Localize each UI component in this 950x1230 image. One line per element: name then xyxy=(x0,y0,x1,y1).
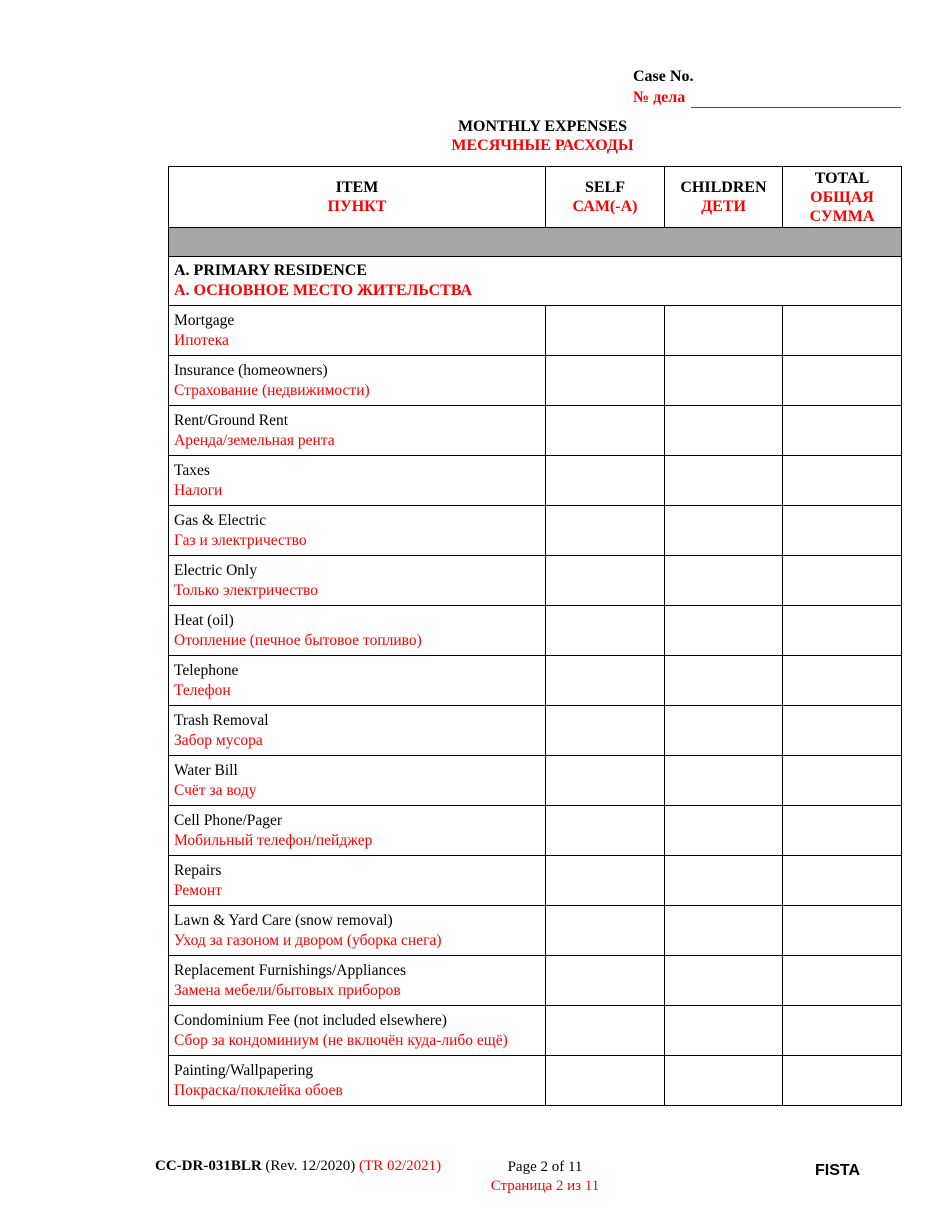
expense-item-en: Mortgage xyxy=(174,311,235,329)
section-title-en: A. PRIMARY RESIDENCE xyxy=(174,262,368,279)
table-header-row xyxy=(169,167,902,228)
expense-row xyxy=(169,456,902,506)
expense-children-field[interactable] xyxy=(665,906,783,956)
expense-item-ru: Ипотека xyxy=(174,331,229,349)
expense-item-en: Telephone xyxy=(174,661,239,679)
expense-item-label xyxy=(169,506,546,556)
expense-item-ru: Забор мусора xyxy=(174,731,263,749)
expense-self-field[interactable] xyxy=(546,456,665,506)
expense-total-field[interactable] xyxy=(783,356,902,406)
expense-total-field[interactable] xyxy=(783,756,902,806)
expense-children-field[interactable] xyxy=(665,956,783,1006)
gray-divider-cell xyxy=(169,228,902,257)
expense-item-en: Water Bill xyxy=(174,761,238,779)
column-header-children-ru: ДЕТИ xyxy=(701,198,746,215)
column-header-item-en: ITEM xyxy=(335,179,379,196)
expense-total-field[interactable] xyxy=(783,406,902,456)
expense-row xyxy=(169,356,902,406)
expense-children-field[interactable] xyxy=(665,656,783,706)
expense-item-en: Lawn & Yard Care (snow removal) xyxy=(174,911,393,929)
expense-item-en: Condominium Fee (not included elsewhere) xyxy=(174,1011,447,1029)
expense-item-label xyxy=(169,856,546,906)
case-number-field[interactable] xyxy=(691,92,901,108)
expense-total-field[interactable] xyxy=(783,1056,902,1106)
expense-item-ru: Покраска/поклейка обоев xyxy=(174,1081,343,1099)
page-number xyxy=(470,1158,620,1196)
expense-children-field[interactable] xyxy=(665,1056,783,1106)
expense-row xyxy=(169,606,902,656)
expense-item-label xyxy=(169,456,546,506)
column-header-children-en: CHILDREN xyxy=(680,179,767,196)
expense-item-en: Trash Removal xyxy=(174,711,269,729)
expense-row xyxy=(169,556,902,606)
expense-children-field[interactable] xyxy=(665,406,783,456)
expense-item-en: Replacement Furnishings/Appliances xyxy=(174,961,407,979)
expense-item-en: Cell Phone/Pager xyxy=(174,811,283,829)
case-label: Case No. xyxy=(633,68,694,85)
expense-item-ru: Только электричество xyxy=(174,581,319,599)
expense-row xyxy=(169,856,902,906)
expense-total-field[interactable] xyxy=(783,806,902,856)
expense-total-field[interactable] xyxy=(783,956,902,1006)
expense-item-label xyxy=(169,956,546,1006)
expense-row xyxy=(169,1056,902,1106)
expense-total-field[interactable] xyxy=(783,606,902,656)
column-header-total-ru-line2: СУММА xyxy=(809,207,875,225)
expense-total-field[interactable] xyxy=(783,906,902,956)
case-line xyxy=(633,87,901,108)
column-header-total-ru-line1: ОБЩАЯ xyxy=(810,188,874,206)
expense-self-field[interactable] xyxy=(546,856,665,906)
form-id: CC-DR-031BLR xyxy=(155,1158,262,1174)
expense-total-field[interactable] xyxy=(783,556,902,606)
column-header-self xyxy=(546,167,665,228)
expense-row xyxy=(169,706,902,756)
expense-item-ru: Уход за газоном и двором (уборка снега) xyxy=(174,931,442,949)
expenses-table xyxy=(168,166,902,1106)
expense-children-field[interactable] xyxy=(665,306,783,356)
column-header-item xyxy=(169,167,546,228)
expense-total-field[interactable] xyxy=(783,506,902,556)
expense-children-field[interactable] xyxy=(665,356,783,406)
expense-item-label xyxy=(169,806,546,856)
expense-item-label xyxy=(169,656,546,706)
expense-item-ru: Мобильный телефон/пейджер xyxy=(174,831,373,849)
expense-children-field[interactable] xyxy=(665,706,783,756)
expense-self-field[interactable] xyxy=(546,656,665,706)
expense-item-en: Painting/Wallpapering xyxy=(174,1061,314,1079)
expense-self-field[interactable] xyxy=(546,756,665,806)
page-number-ru: Страница 2 из 11 xyxy=(490,1178,600,1194)
form-translation-revision: (TR 02/2021) xyxy=(359,1158,442,1174)
column-header-item-ru: ПУНКТ xyxy=(327,198,387,215)
section-title-ru: А. ОСНОВНОЕ МЕСТО ЖИТЕЛЬСТВА xyxy=(174,282,473,299)
expense-item-en: Repairs xyxy=(174,861,222,879)
expense-row xyxy=(169,756,902,806)
expense-item-ru: Замена мебели/бытовых приборов xyxy=(174,981,401,999)
expense-children-field[interactable] xyxy=(665,606,783,656)
expense-total-field[interactable] xyxy=(783,656,902,706)
expense-row xyxy=(169,306,902,356)
column-header-children xyxy=(665,167,783,228)
expense-total-field[interactable] xyxy=(783,456,902,506)
expense-item-en: Gas & Electric xyxy=(174,511,267,529)
form-revision: (Rev. 12/2020) xyxy=(265,1158,356,1174)
title-ru: МЕСЯЧНЫЕ РАСХОДЫ xyxy=(451,137,634,154)
expense-item-ru: Телефон xyxy=(174,681,231,699)
expense-item-ru: Счёт за воду xyxy=(174,781,257,799)
expense-total-field[interactable] xyxy=(783,706,902,756)
expense-self-field[interactable] xyxy=(546,906,665,956)
title-en: MONTHLY EXPENSES xyxy=(457,118,628,135)
expense-self-field[interactable] xyxy=(546,506,665,556)
expense-children-field[interactable] xyxy=(665,806,783,856)
expense-item-ru: Страхование (недвижимости) xyxy=(174,381,370,399)
form-identifier xyxy=(155,1158,441,1175)
expense-row xyxy=(169,406,902,456)
expense-item-label xyxy=(169,756,546,806)
column-header-self-en: SELF xyxy=(584,179,625,196)
expense-item-en: Rent/Ground Rent xyxy=(174,411,289,429)
expense-children-field[interactable] xyxy=(665,556,783,606)
expense-row xyxy=(169,656,902,706)
expense-item-ru: Газ и электричество xyxy=(174,531,307,549)
gray-divider-row xyxy=(169,228,902,257)
expense-item-label xyxy=(169,706,546,756)
expense-item-en: Electric Only xyxy=(174,561,258,579)
expense-self-field[interactable] xyxy=(546,356,665,406)
expense-self-field[interactable] xyxy=(546,556,665,606)
case-label-ru: № дела xyxy=(633,89,686,106)
expense-item-label xyxy=(169,556,546,606)
expense-children-field[interactable] xyxy=(665,1006,783,1056)
page-number-en: Page 2 of 11 xyxy=(507,1159,583,1175)
expense-self-field[interactable] xyxy=(546,706,665,756)
expense-item-label xyxy=(169,356,546,406)
expense-item-ru: Ремонт xyxy=(174,881,222,899)
expense-item-label xyxy=(169,306,546,356)
expense-children-field[interactable] xyxy=(665,756,783,806)
expense-item-en: Heat (oil) xyxy=(174,611,234,629)
expense-children-field[interactable] xyxy=(665,856,783,906)
expense-self-field[interactable] xyxy=(546,806,665,856)
expense-self-field[interactable] xyxy=(546,406,665,456)
expense-item-ru: Аренда/земельная рента xyxy=(174,431,335,449)
expense-row xyxy=(169,1006,902,1056)
expense-self-field[interactable] xyxy=(546,956,665,1006)
expense-self-field[interactable] xyxy=(546,1056,665,1106)
expense-row xyxy=(169,906,902,956)
section-header-row xyxy=(169,257,902,306)
column-header-self-ru: САМ(-А) xyxy=(572,198,638,215)
expense-total-field[interactable] xyxy=(783,856,902,906)
expense-total-field[interactable] xyxy=(783,306,902,356)
column-header-total xyxy=(783,167,902,228)
fista-mark: FISTA xyxy=(815,1162,861,1179)
expense-item-label xyxy=(169,606,546,656)
expense-row xyxy=(169,506,902,556)
expense-item-en: Insurance (homeowners) xyxy=(174,361,328,379)
expense-row xyxy=(169,956,902,1006)
expense-row xyxy=(169,806,902,856)
expense-item-ru: Отопление (печное бытовое топливо) xyxy=(174,631,422,649)
case-number-block xyxy=(633,66,901,108)
expense-item-label xyxy=(169,406,546,456)
expense-self-field[interactable] xyxy=(546,606,665,656)
expense-children-field[interactable] xyxy=(665,456,783,506)
expense-self-field[interactable] xyxy=(546,1006,665,1056)
expense-total-field[interactable] xyxy=(783,1006,902,1056)
expense-item-label xyxy=(169,906,546,956)
column-header-total-en: TOTAL xyxy=(814,169,870,187)
expense-item-en: Taxes xyxy=(174,461,210,479)
section-header-cell xyxy=(169,257,902,306)
form-title xyxy=(0,117,950,155)
expense-children-field[interactable] xyxy=(665,506,783,556)
expense-self-field[interactable] xyxy=(546,306,665,356)
expense-item-label xyxy=(169,1006,546,1056)
expense-item-label xyxy=(169,1056,546,1106)
expense-item-ru: Сбор за кондоминиум (не включён куда-либо ещё) xyxy=(174,1031,508,1049)
expense-item-ru: Налоги xyxy=(174,481,223,499)
